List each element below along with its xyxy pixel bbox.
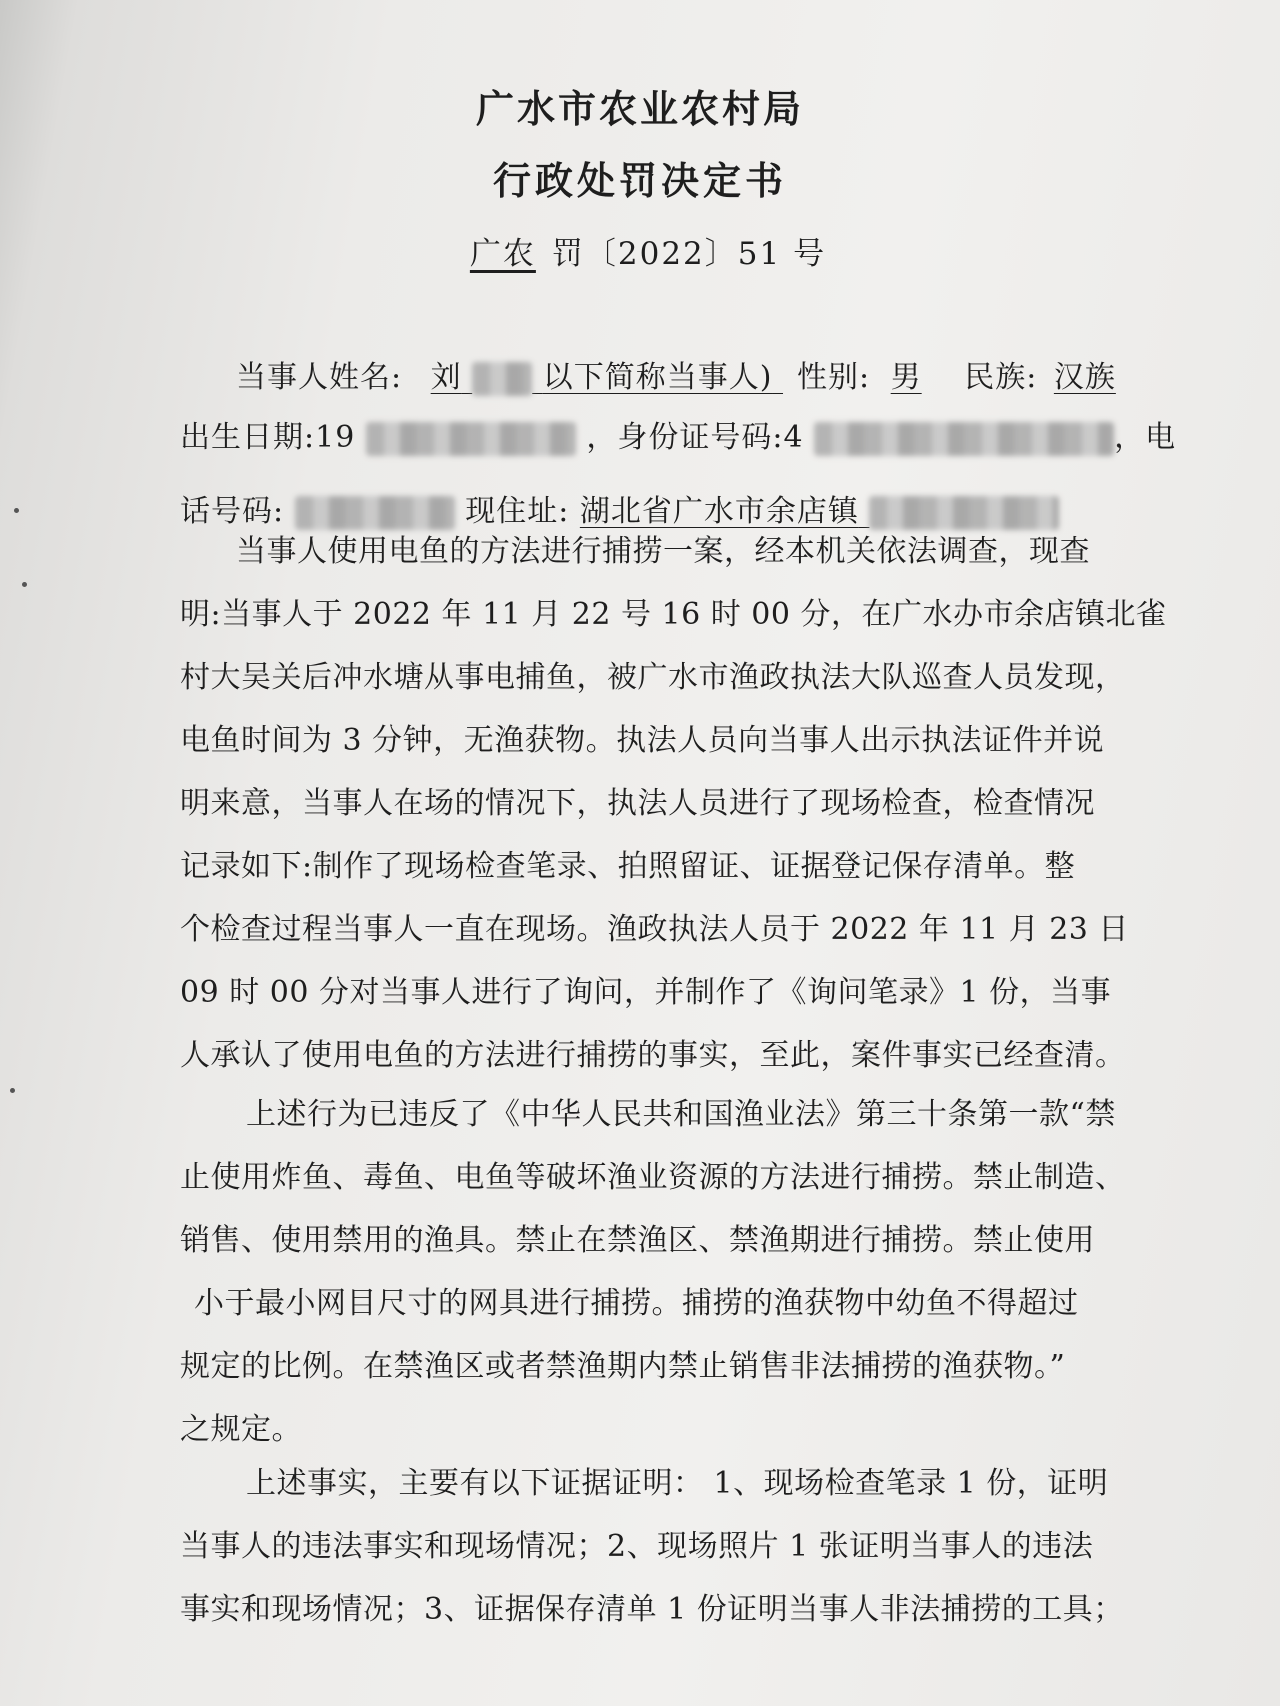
paper-mark	[22, 582, 27, 587]
document-number	[0, 228, 1280, 273]
birth-value: 19	[315, 420, 356, 455]
party-line-1	[236, 352, 1122, 396]
birth-label: 出生日期:	[180, 420, 316, 455]
ethnicity-label: 民族:	[964, 360, 1038, 395]
paper-mark	[14, 508, 19, 513]
document-number-rest: 罚〔2022〕51 号	[551, 236, 827, 272]
id-label: ，身份证号码:	[586, 420, 784, 455]
text-line: 村大吴关后冲水塘从事电捕鱼，被广水市渔政执法大队巡查人员发现，	[180, 660, 1126, 695]
gender-label: 性别:	[797, 360, 871, 395]
text-line: 销售、使用禁用的渔具。禁止在禁渔区、禁渔期进行捕捞。禁止使用	[180, 1223, 1095, 1258]
text-line: 上述事实，主要有以下证据证明： 1、现场检查笔录 1 份，证明	[246, 1466, 1109, 1501]
text-line: 个检查过程当事人一直在现场。渔政执法人员于 2022 年 11 月 23 日	[180, 912, 1129, 947]
text-line: 止使用炸鱼、毒鱼、电鱼等破坏渔业资源的方法进行捕捞。禁止制造、	[180, 1160, 1126, 1195]
text-line: 之规定。	[180, 1412, 302, 1447]
redaction-blur	[472, 362, 532, 396]
address-label: 现住址:	[465, 494, 570, 529]
document-title: 行政处罚决定书	[492, 158, 787, 203]
text-line: 当事人使用电鱼的方法进行捕捞一案，经本机关依法调查，现查	[236, 534, 1090, 569]
text-line: 当事人的违法事实和现场情况；2、现场照片 1 张证明当事人的违法	[180, 1529, 1094, 1564]
text-line: 规定的比例。在禁渔区或者禁渔期内禁止销售非法捕捞的渔获物。”	[180, 1349, 1066, 1384]
redaction-blur	[366, 422, 576, 456]
paper-mark	[10, 1088, 15, 1093]
name-value: 刘	[430, 360, 462, 395]
paragraph-facts	[180, 520, 1167, 1087]
phone-label-start: ，电	[1114, 420, 1177, 455]
document-number-prefix: 广农	[469, 236, 536, 272]
paragraph-evidence	[180, 1452, 1124, 1641]
id-value: 4	[783, 420, 804, 455]
ethnicity-value: 汉族	[1053, 360, 1116, 395]
text-line: 上述行为已违反了《中华人民共和国渔业法》第三十条第一款“禁	[246, 1097, 1116, 1132]
text-line: 电鱼时间为 3 分钟，无渔获物。执法人员向当事人出示执法证件并说	[180, 723, 1105, 758]
text-line: 记录如下:制作了现场检查笔录、拍照留证、证据登记保存清单。整	[180, 849, 1076, 884]
text-line: 人承认了使用电鱼的方法进行捕捞的事实，至此，案件事实已经查清。	[180, 1038, 1126, 1073]
issuing-organization: 广水市农业农村局	[475, 86, 804, 131]
party-line-2	[180, 412, 1176, 456]
text-line: 明来意，当事人在场的情况下，执法人员进行了现场检查，检查情况	[180, 786, 1095, 821]
text-line: 事实和现场情况；3、证据保存清单 1 份证明当事人非法捕捞的工具；	[180, 1592, 1124, 1627]
address-value: 湖北省广水市余店镇	[579, 494, 859, 529]
phone-label-end: 话号码:	[180, 494, 285, 529]
text-line: 小于最小网目尺寸的网具进行捕捞。捕捞的渔获物中幼鱼不得超过	[194, 1286, 1079, 1321]
name-suffix: 以下简称当事人)	[542, 360, 773, 395]
name-label: 当事人姓名:	[236, 360, 403, 395]
gender-value: 男	[890, 360, 922, 395]
text-line: 09 时 00 分对当事人进行了询问，并制作了《询问笔录》1 份，当事	[180, 975, 1112, 1010]
redaction-blur	[814, 422, 1114, 456]
text-line: 明:当事人于 2022 年 11 月 22 号 16 时 00 分，在广水办市余店镇北雀	[180, 597, 1167, 632]
name-field	[413, 360, 783, 395]
paragraph-violation	[180, 1083, 1126, 1461]
